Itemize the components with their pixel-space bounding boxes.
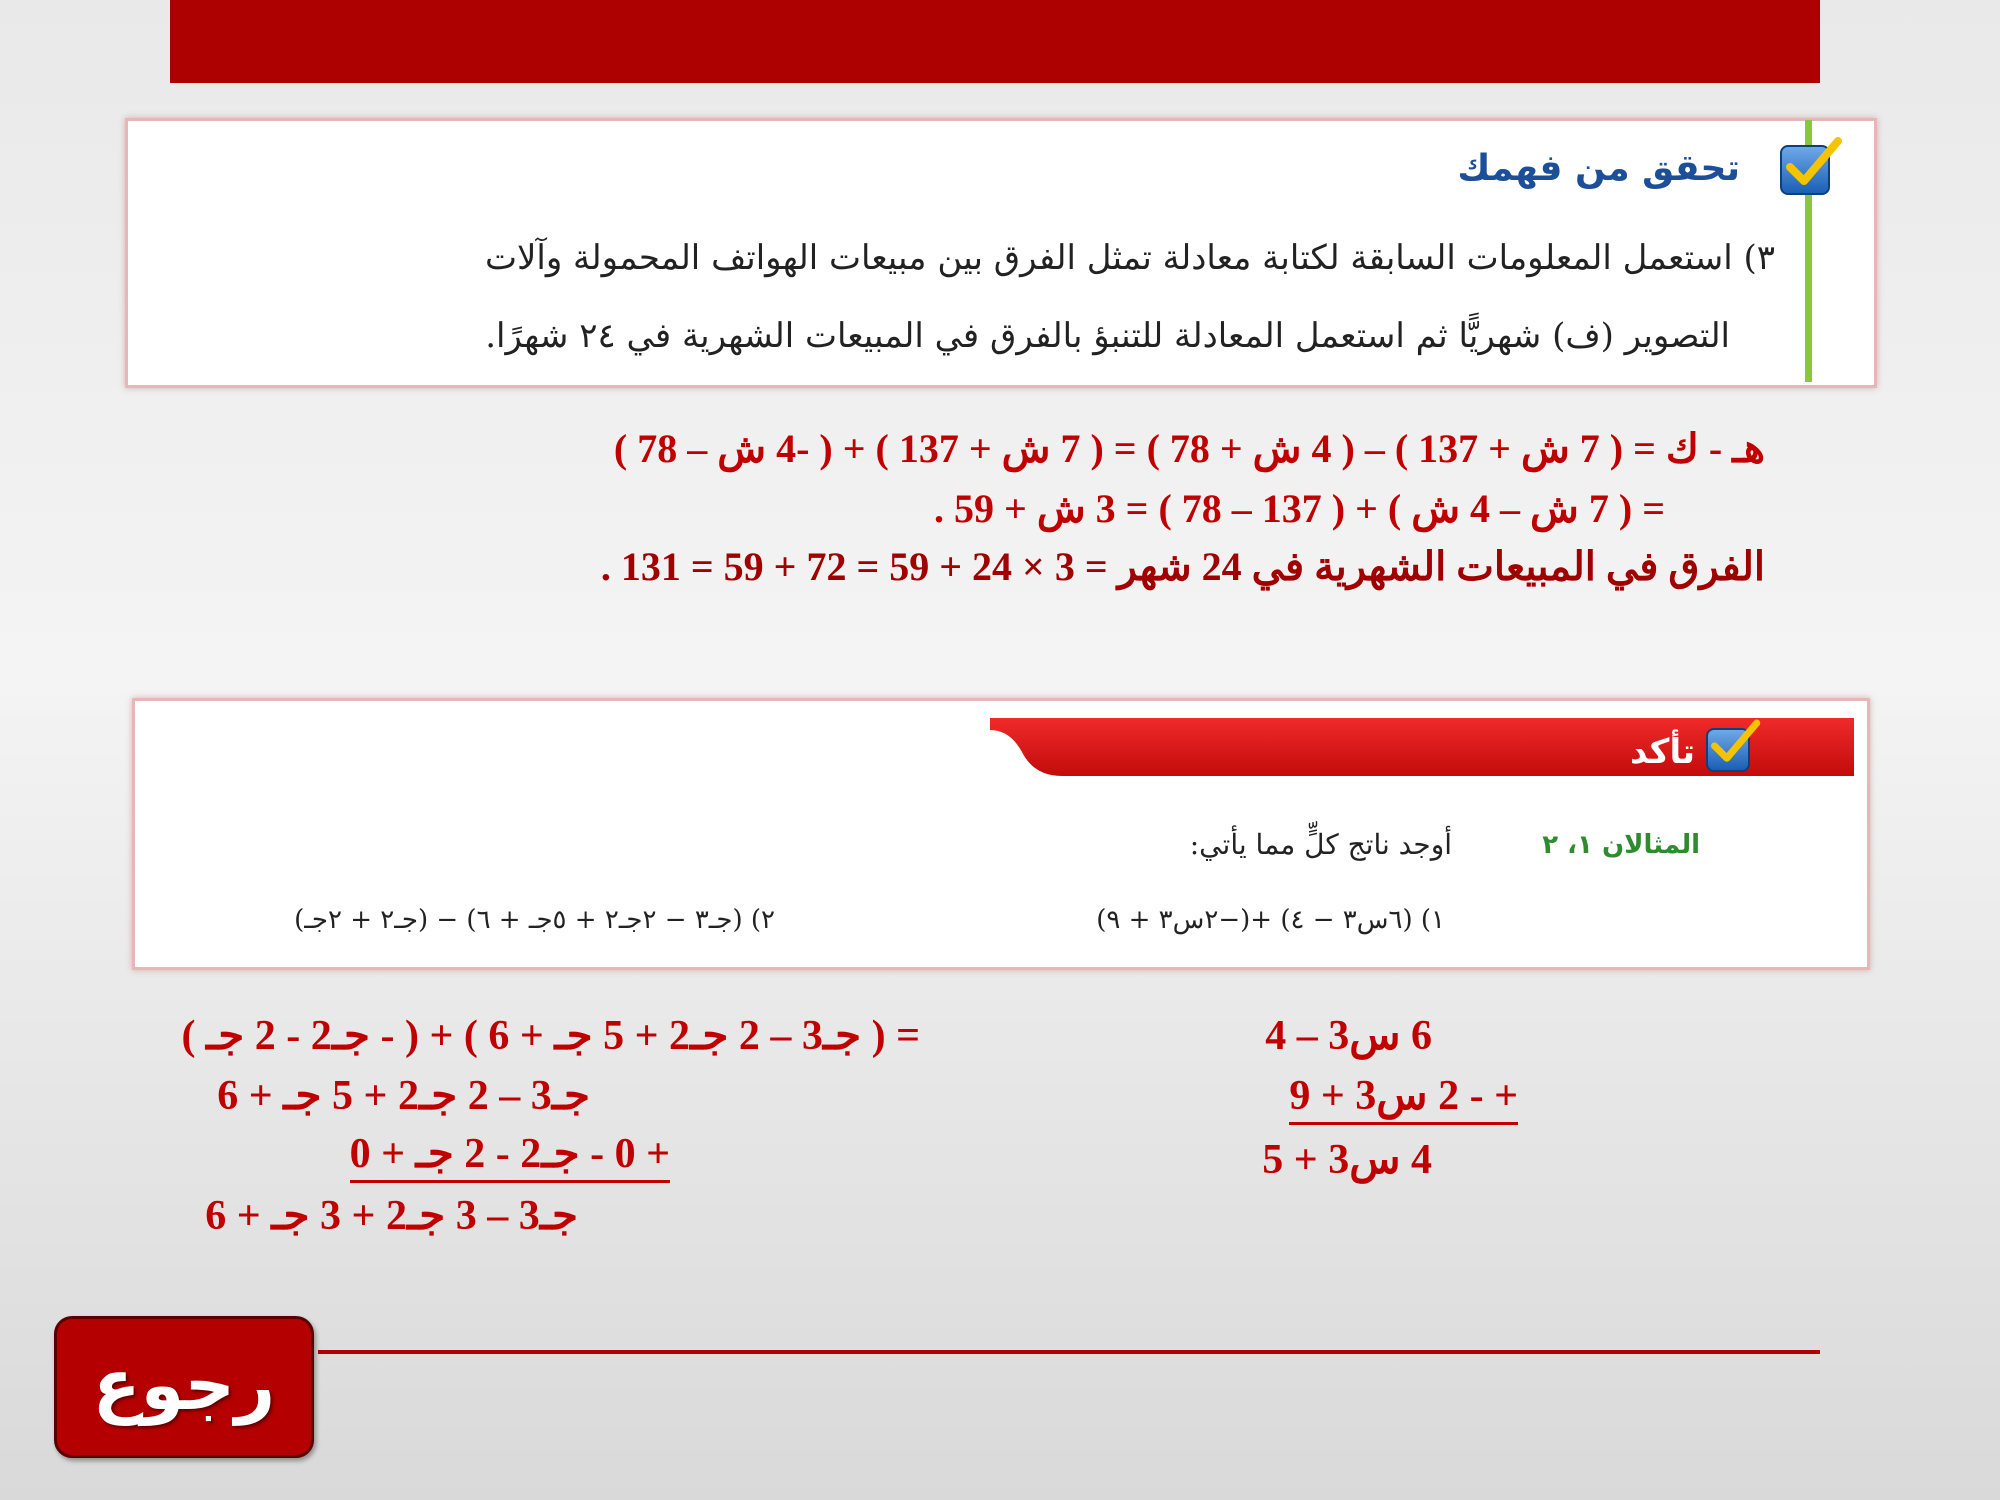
solution-line-3: الفرق في المبيعات الشهرية في 24 شهر = 3 × 24 + 59 = 72 + 59 = 131 . xyxy=(600,544,1765,589)
work1-line-1: 6 س3 – 4 xyxy=(1265,1013,1432,1059)
examples-label: المثالان ١، ٢ xyxy=(1542,830,1700,860)
question-line-1: ٣) استعمل المعلومات السابقة لكتابة معادلة تمثل الفرق بين مبيعات الهواتف المحمولة وآلات xyxy=(484,238,1775,278)
confirm-title: تأكد xyxy=(1630,732,1695,772)
work2-line-3: + 0 - جـ2 - 2 جـ + 0 xyxy=(350,1128,670,1183)
confirm-check-icon xyxy=(1706,728,1750,772)
work2-line-4: جـ3 – 3 جـ2 + 3 جـ + 6 xyxy=(205,1193,578,1239)
instruction-text: أوجد ناتج كلٍّ مما يأتي: xyxy=(1189,828,1452,861)
exercise-2: ٢) (جـ٣ − ٢جـ٢ + ٥جـ + ٦) − (جـ٢ + ٢جـ) xyxy=(294,905,775,935)
back-button[interactable]: رجوع xyxy=(54,1316,314,1458)
solution-line-2: = ( 7 ش – 4 ش ) + ( 137 – 78 ) = 3 ش + 59 . xyxy=(934,486,1665,531)
top-red-bar xyxy=(170,0,1820,83)
work1-line-3: 4 س3 + 5 xyxy=(1262,1137,1432,1183)
check-understanding-title: تحقق من فهمك xyxy=(1457,148,1740,189)
solution-line-1: هـ - ك = ( 7 ش + 137 ) – ( 4 ش + 78 ) = ( 7 ش + 137 ) + ( -4 ش – 78 ) xyxy=(613,426,1765,471)
exercise-1: ١) (٦س٣ − ٤) +(−٢س٣ + ٩) xyxy=(1096,905,1445,935)
question-line-2: التصوير (ف) شهريًّا ثم استعمل المعادلة للتنبؤ بالفرق في المبيعات الشهرية في ٢٤ شهرًا. xyxy=(485,316,1730,356)
work2-line-2: جـ3 – 2 جـ2 + 5 جـ + 6 xyxy=(217,1073,590,1119)
bottom-divider xyxy=(318,1350,1820,1354)
checkbox-check-icon xyxy=(1780,145,1830,195)
work2-line-1: = ( جـ3 – 2 جـ2 + 5 جـ + 6 ) + ( - جـ2 - 2 جـ ) xyxy=(181,1013,920,1059)
work1-line-2: + - 2 س3 + 9 xyxy=(1289,1070,1518,1125)
